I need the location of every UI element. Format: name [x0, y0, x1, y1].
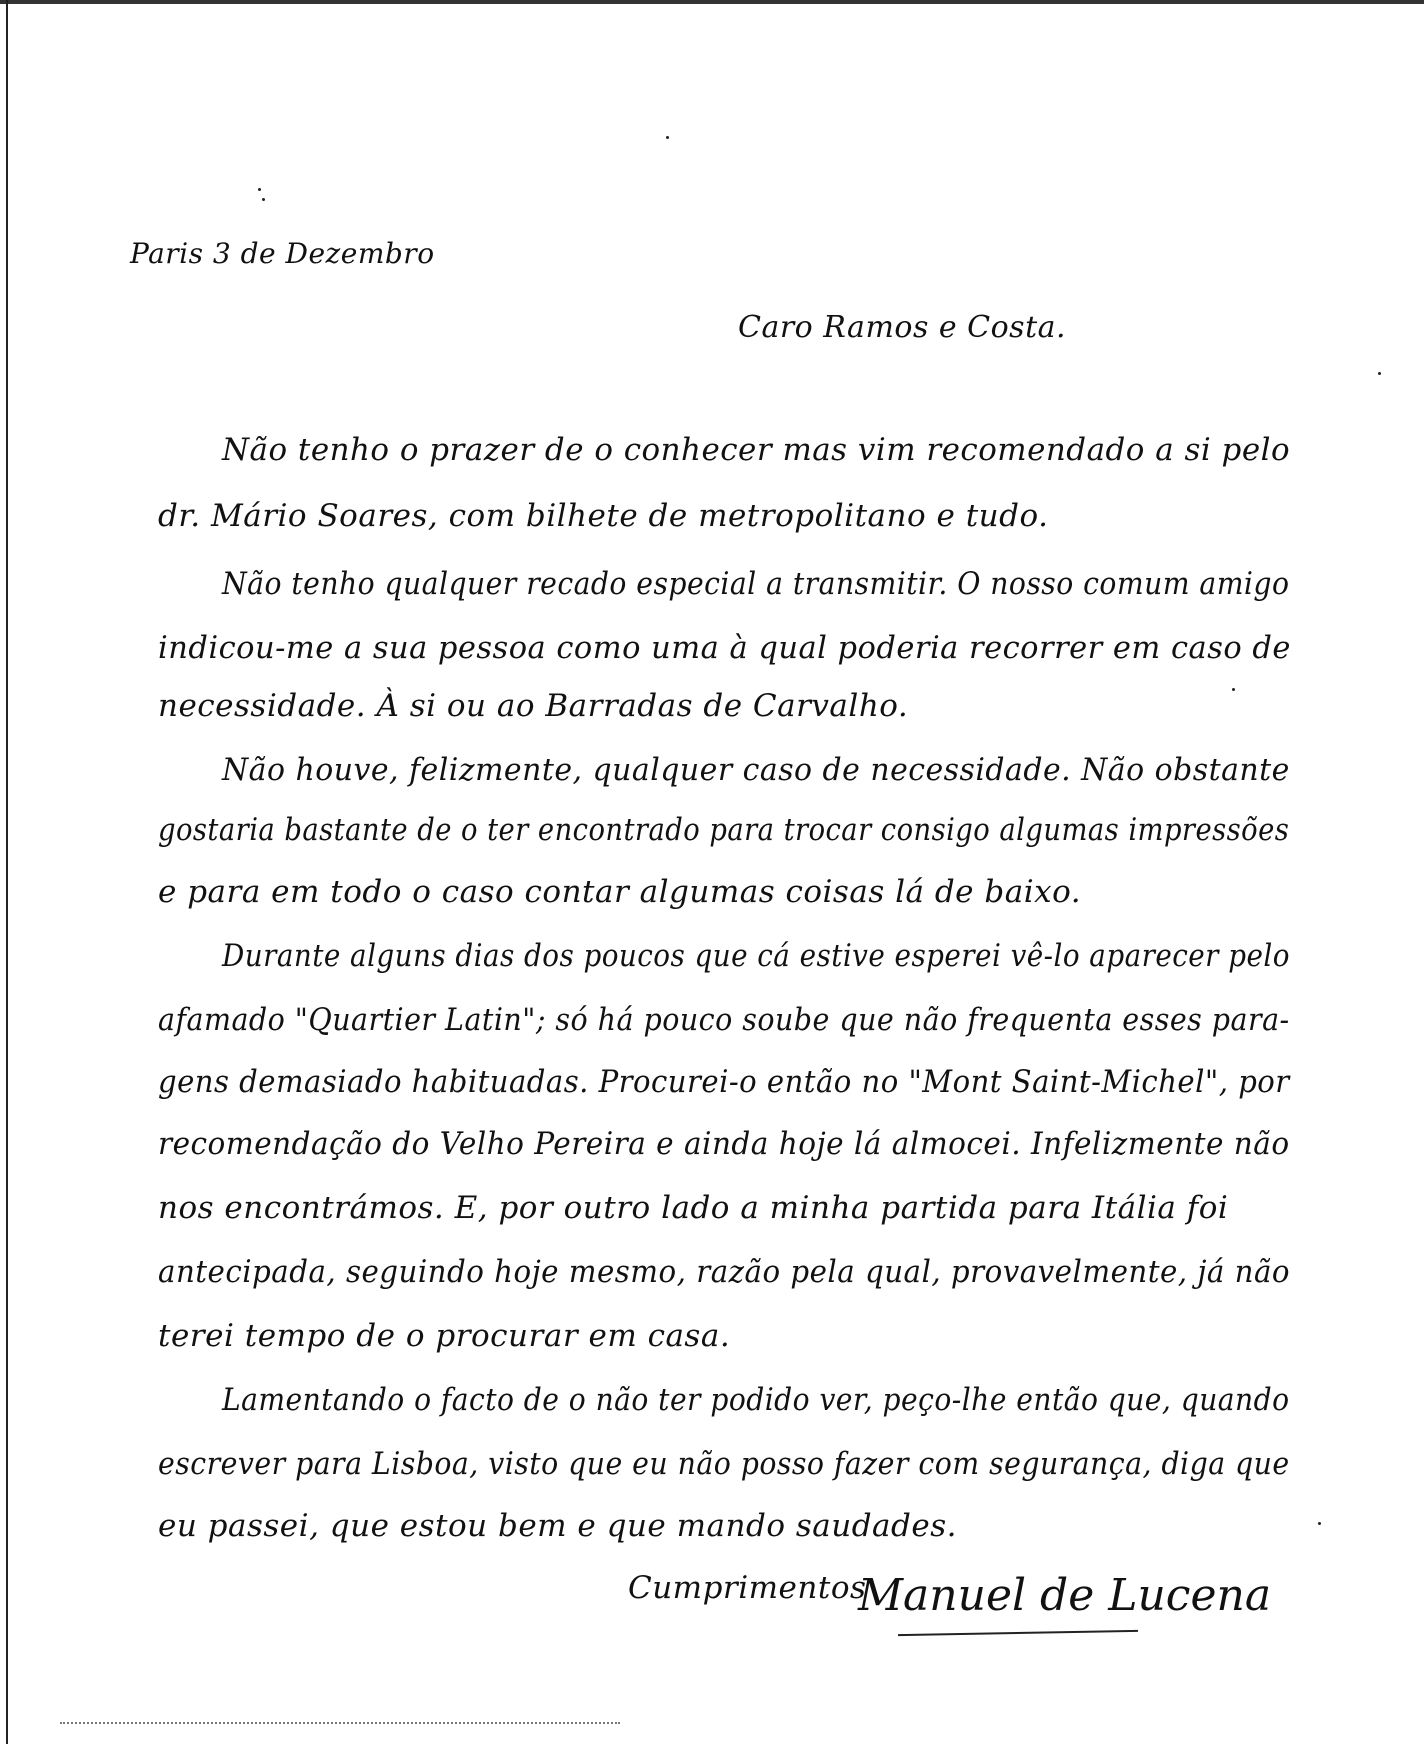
letter-body-line: eu passei, que estou bem e que mando saudades. [158, 1508, 957, 1544]
letter-closing: Cumprimentos [628, 1570, 867, 1606]
letter-body-line: Não tenho qualquer recado especial a transmitir. O nosso comum amigo [222, 566, 1290, 602]
letter-salutation: Caro Ramos e Costa. [738, 310, 1067, 345]
scan-speck [1378, 372, 1381, 375]
scan-speck [666, 136, 669, 139]
letter-signature: Manuel de Lucena [858, 1570, 1272, 1621]
letter-body-line: Lamentando o facto de o não ter podido ver, peço-lhe então que, quando [222, 1382, 1290, 1418]
scan-bottom-edge [60, 1722, 620, 1724]
letter-body-line: escrever para Lisboa, visto que eu não posso fazer com segurança, diga que [158, 1446, 1290, 1482]
scan-left-edge [6, 0, 8, 1744]
letter-body-line: afamado "Quartier Latin"; só há pouco soube que não frequenta esses para- [158, 1002, 1290, 1038]
letter-body-line: Não tenho o prazer de o conhecer mas vim recomendado a si pelo [222, 432, 1291, 468]
letter-body-line: Durante alguns dias dos poucos que cá estive esperei vê-lo aparecer pelo [222, 938, 1290, 974]
letter-body-line: antecipada, seguindo hoje mesmo, razão pela qual, provavelmente, já não [158, 1254, 1291, 1290]
letter-body-line: nos encontrámos. E, por outro lado a minha partida para Itália foi [158, 1190, 1229, 1226]
letter-body-line: e para em todo o caso contar algumas coisas lá de baixo. [158, 874, 1082, 910]
letter-body-line: Não houve, felizmente, qualquer caso de necessidade. Não obstante [222, 752, 1290, 788]
letter-date: Paris 3 de Dezembro [130, 237, 435, 270]
signature-underline [898, 1630, 1138, 1636]
letter-body-line: recomendação do Velho Pereira e ainda hoje lá almocei. Infelizmente não [158, 1126, 1290, 1162]
letter-body-line: gostaria bastante de o ter encontrado para trocar consigo algumas impressões [158, 812, 1290, 848]
letter-body-line: indicou-me a sua pessoa como uma à qual poderia recorrer em caso de [158, 630, 1291, 666]
scan-speck [1232, 688, 1235, 691]
letter-body-line: gens demasiado habituadas. Procurei-o então no "Mont Saint-Michel", por [158, 1064, 1290, 1100]
letter-body-line: necessidade. À si ou ao Barradas de Carvalho. [158, 688, 909, 724]
scan-speck [258, 188, 261, 191]
letter-body-line: terei tempo de o procurar em casa. [158, 1318, 731, 1354]
scan-speck [1318, 1522, 1321, 1525]
scan-speck [262, 198, 265, 201]
letter-body-line: dr. Mário Soares, com bilhete de metropolitano e tudo. [158, 498, 1049, 534]
scan-top-edge [0, 0, 1424, 4]
